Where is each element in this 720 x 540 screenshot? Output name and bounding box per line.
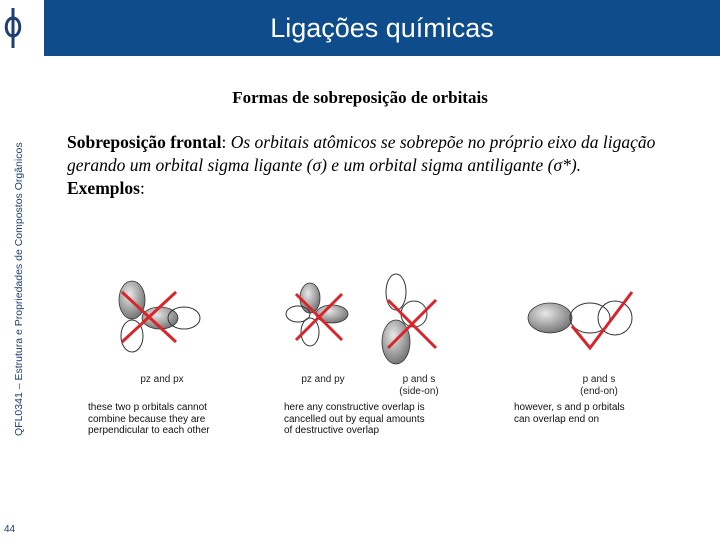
check-mark bbox=[572, 292, 632, 348]
pz-py-orbitals bbox=[286, 283, 348, 346]
slide-title: Ligações químicas bbox=[270, 12, 494, 43]
note-end-on: however, s and p orbitals can overlap end on bbox=[514, 402, 625, 425]
pz-px-orbitals bbox=[119, 281, 200, 352]
caption-p-s-end-on: p and s (end-on) bbox=[580, 374, 618, 397]
caption-pz-py: pz and py bbox=[301, 374, 345, 385]
definition-text: Os orbitais atômicos se sobrepõe no próprio eixo da ligação gerando um orbital sigma ligante (σ) e um orbital sigma antiligante (σ*). bbox=[67, 132, 656, 175]
orbital-overlap-figure bbox=[80, 270, 660, 440]
caption-pz-px: pz and px bbox=[140, 374, 184, 385]
page-number: 44 bbox=[4, 524, 16, 535]
body-text bbox=[67, 131, 667, 200]
institution-logo bbox=[0, 0, 44, 56]
term-label: Sobreposição frontal: bbox=[67, 132, 227, 152]
note-perpendicular: these two p orbitals cannot combine because they are perpendicular to each other bbox=[88, 402, 210, 436]
p-s-end-on-orbitals bbox=[528, 292, 632, 348]
note-cancelled: here any constructive overlap is cancelled out by equal amounts of destructive overlap bbox=[284, 402, 425, 436]
course-label: QFL0341 – Estrutura e Propriedades de Compostos Orgânicos bbox=[13, 142, 25, 436]
p-s-side-on-orbitals bbox=[382, 274, 436, 364]
caption-p-s-side-on: p and s (side-on) bbox=[399, 374, 439, 397]
section-subtitle: Formas de sobreposição de orbitais bbox=[232, 88, 488, 107]
examples-label: Exemplos: bbox=[67, 178, 145, 198]
